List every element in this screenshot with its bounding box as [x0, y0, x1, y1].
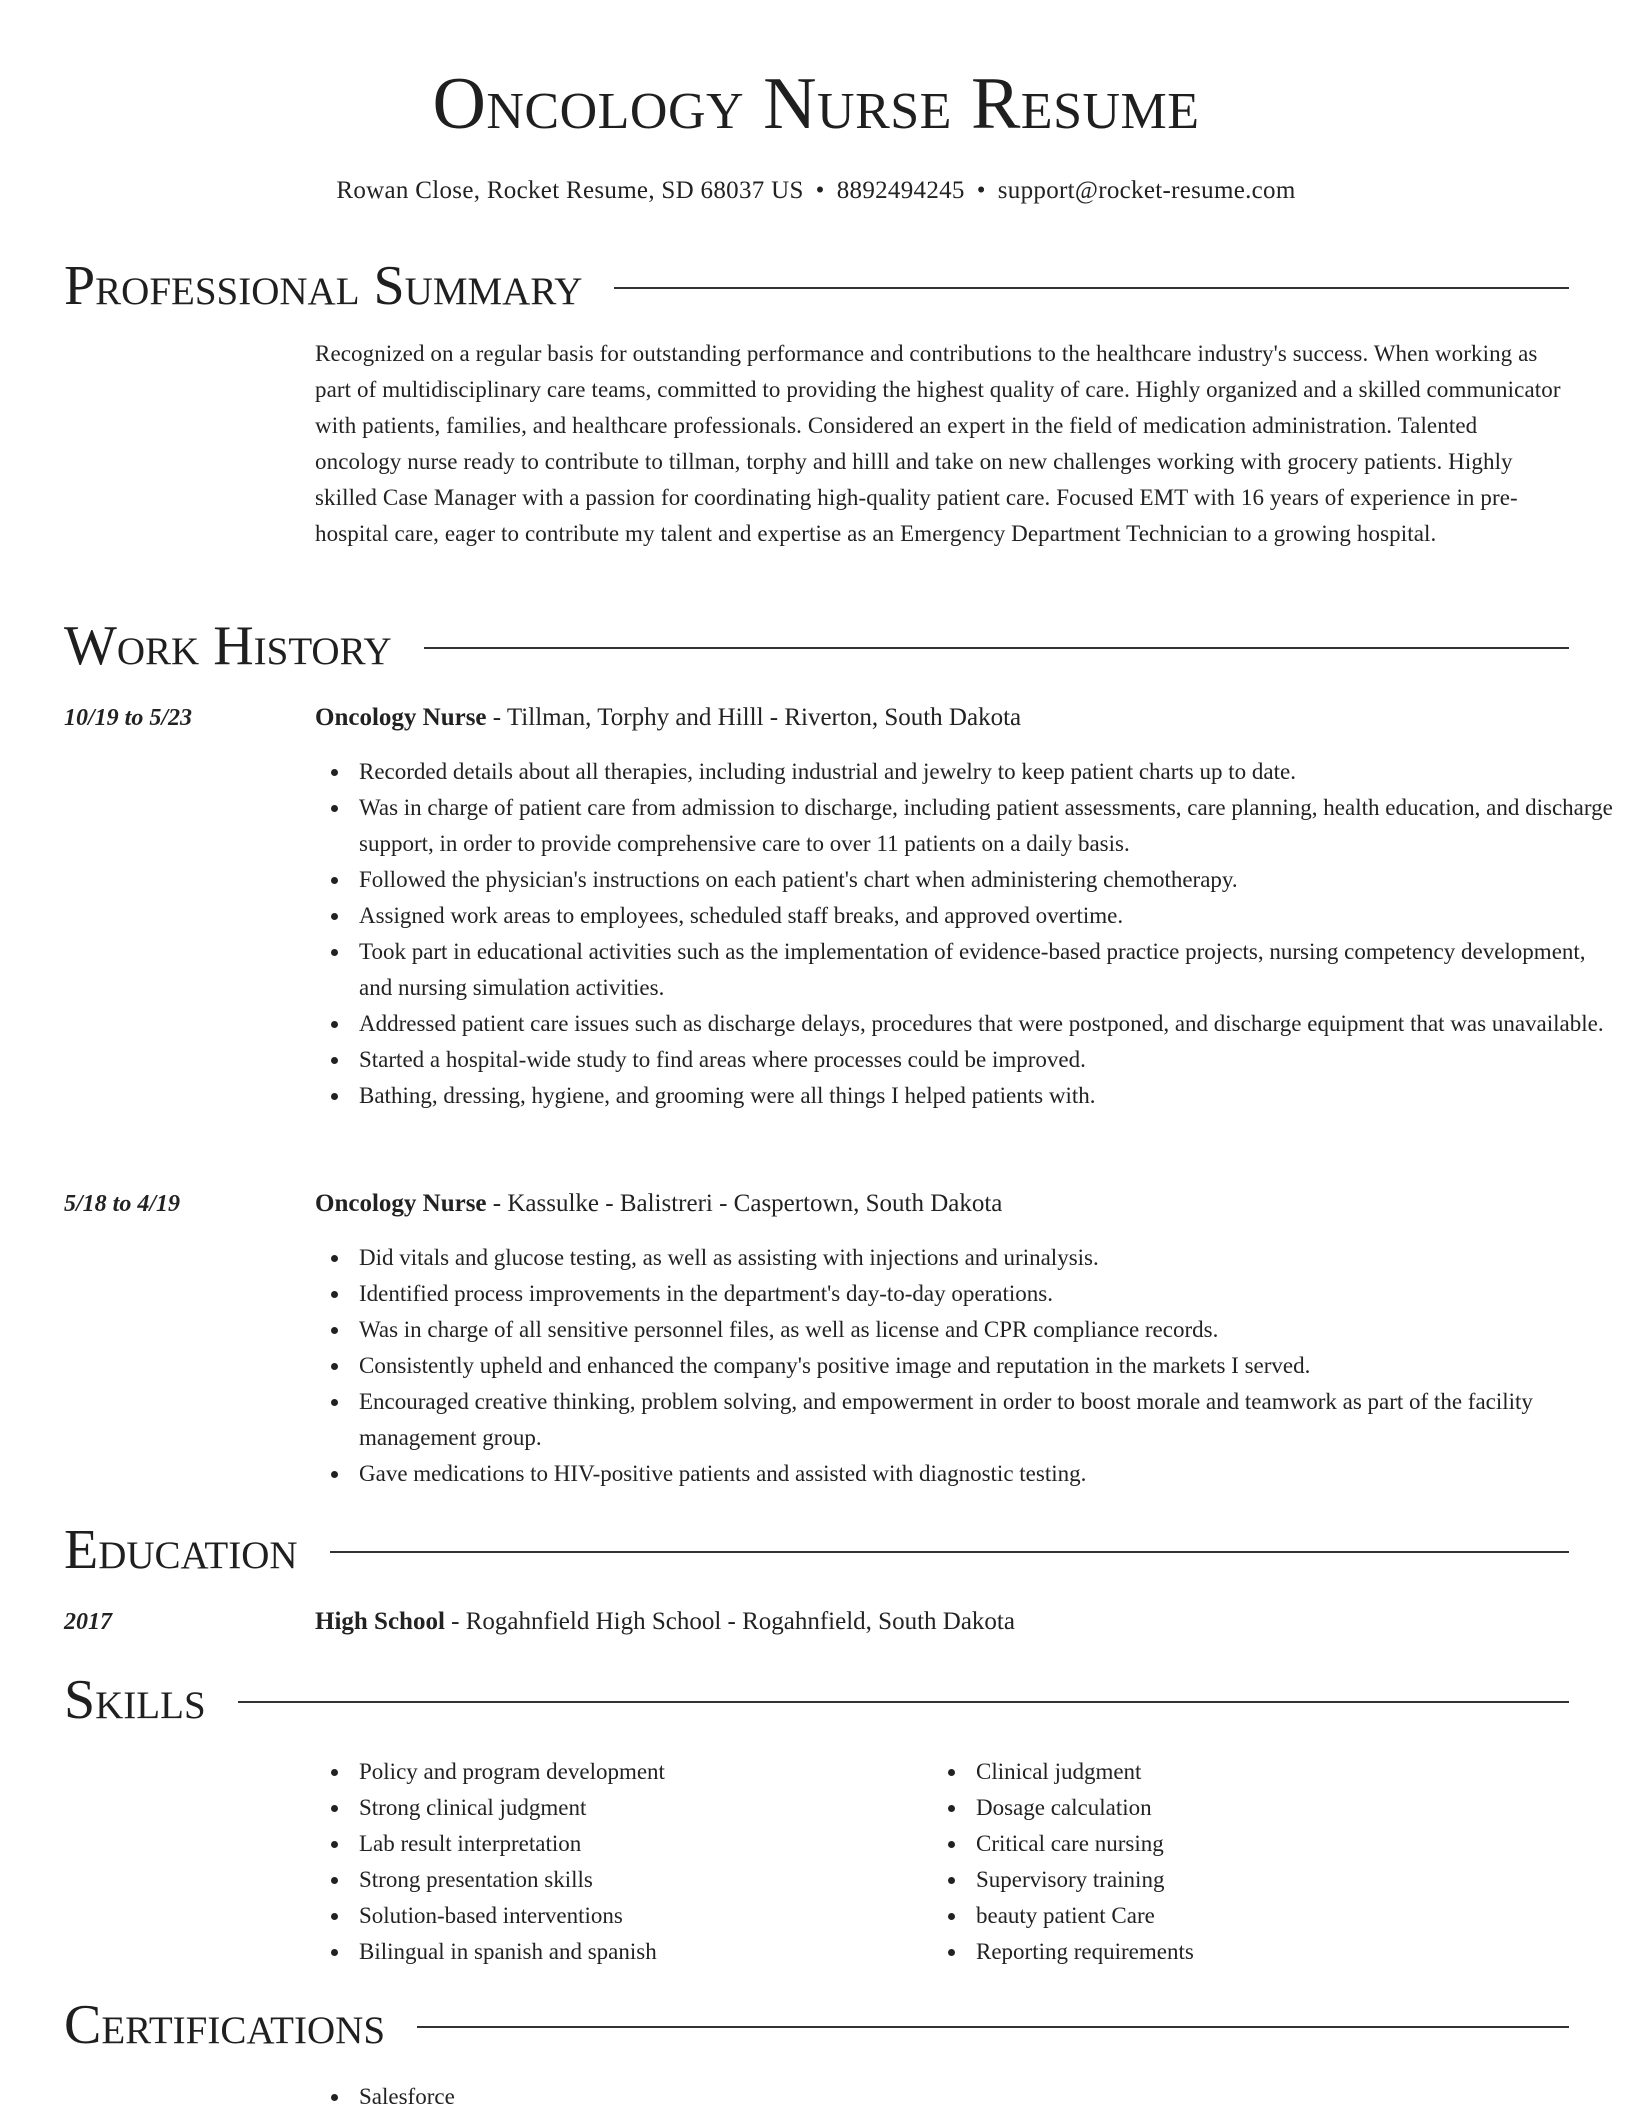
list-item: Started a hospital-wide study to find areas where processes could be improved.: [359, 1042, 1613, 1078]
resume-title: Oncology Nurse Resume: [432, 63, 1200, 145]
contact-email: support@rocket-resume.com: [997, 177, 1296, 204]
list-item: Supervisory training: [976, 1862, 1576, 1898]
skills-right-column: [932, 1754, 1576, 1970]
list-item: Encouraged creative thinking, problem solving, and empowerment in order to boost morale and teamwork as part of the facility management group.: [359, 1384, 1613, 1456]
job-dates: 5/18 to 4/19: [64, 1191, 181, 1217]
list-item: Clinical judgment: [976, 1754, 1576, 1790]
list-item: Took part in educational activities such as the implementation of evidence-based practice projects, nursing competency development, and nursing simulation activities.: [359, 934, 1613, 1006]
list-item: Strong presentation skills: [359, 1862, 919, 1898]
section-certifications-heading: [64, 1993, 1569, 2057]
section-divider: [614, 287, 1569, 289]
list-item: Strong clinical judgment: [359, 1790, 919, 1826]
job-bullets: [315, 754, 1613, 1114]
list-item: Consistently upheld and enhanced the company's positive image and reputation in the markets I served.: [359, 1348, 1613, 1384]
job-bullets: [315, 1240, 1613, 1492]
job-title: Oncology Nurse: [315, 704, 487, 731]
section-education-heading: [64, 1518, 1569, 1582]
section-heading-label: Professional Summary: [64, 255, 583, 317]
section-heading-label: Skills: [64, 1669, 206, 1731]
skills-left-column: [315, 1754, 919, 1970]
contact-address: Rowan Close, Rocket Resume, SD 68037 US: [336, 177, 804, 204]
list-item: Assigned work areas to employees, scheduled staff breaks, and approved overtime.: [359, 898, 1613, 934]
job-title: Oncology Nurse: [315, 1190, 487, 1217]
education-degree: High School: [315, 1608, 445, 1635]
list-item: Bathing, dressing, hygiene, and grooming were all things I helped patients with.: [359, 1078, 1613, 1114]
section-divider: [330, 1551, 1569, 1553]
section-summary-heading: [64, 254, 1569, 318]
list-item: Was in charge of patient care from admission to discharge, including patient assessments, care planning, health education, and discharge support, in order to provide comprehensive care to over 11 patients on a daily basis.: [359, 790, 1613, 862]
job-employer: - Kassulke - Balistreri - Caspertown, South Dakota: [486, 1190, 1003, 1217]
job-title-line: [315, 1187, 1002, 1221]
job-title-line: [315, 701, 1021, 735]
contact-line: [0, 174, 1632, 208]
job-employer: - Tillman, Torphy and Hilll - Riverton, South Dakota: [486, 704, 1022, 731]
list-item: Lab result interpretation: [359, 1826, 919, 1862]
summary-text: Recognized on a regular basis for outstanding performance and contributions to the healthcare industry's success. When working as part of multidisciplinary care teams, committed to providing the highest quality of care. Highly organized and a skilled communicator with patients, families, and healthcare professionals. Considered an expert in the field of medication administration. Talented oncology nurse ready to contribute to tillman, torphy and hilll and take on new challenges working with grocery patients. Highly skilled Case Manager with a passion for coordinating high-quality patient care. Focused EMT with 16 years of experience in pre-hospital care, eager to contribute my talent and expertise as an Emergency Department Technician to a growing hospital.: [315, 341, 1561, 546]
job-dates: 10/19 to 5/23: [64, 705, 193, 731]
section-work-heading: [64, 614, 1569, 678]
list-item: Did vitals and glucose testing, as well as assisting with injections and urinalysis.: [359, 1240, 1613, 1276]
list-item: Critical care nursing: [976, 1826, 1576, 1862]
section-divider: [417, 2026, 1569, 2028]
contact-separator: •: [976, 177, 986, 204]
education-year: 2017: [64, 1609, 112, 1635]
list-item: Solution-based interventions: [359, 1898, 919, 1934]
list-item: Was in charge of all sensitive personnel files, as well as license and CPR compliance records.: [359, 1312, 1613, 1348]
list-item: Gave medications to HIV-positive patients and assisted with diagnostic testing.: [359, 1456, 1613, 1492]
list-item: beauty patient Care: [976, 1898, 1576, 1934]
section-skills-heading: [64, 1668, 1569, 1732]
section-divider: [238, 1701, 1569, 1703]
education-school: - Rogahnfield High School - Rogahnfield, South Dakota: [444, 1608, 1015, 1635]
list-item: Dosage calculation: [976, 1790, 1576, 1826]
list-item: Salesforce: [359, 2079, 919, 2115]
education-line: [315, 1605, 1015, 1639]
section-divider: [424, 647, 1569, 649]
section-heading-label: Work History: [64, 615, 392, 677]
list-item: Identified process improvements in the department's day-to-day operations.: [359, 1276, 1613, 1312]
section-heading-label: Education: [64, 1519, 298, 1581]
list-item: Recorded details about all therapies, including industrial and jewelry to keep patient charts up to date.: [359, 754, 1613, 790]
contact-phone: 8892494245: [836, 177, 965, 204]
contact-separator: •: [815, 177, 825, 204]
list-item: Bilingual in spanish and spanish: [359, 1934, 919, 1970]
certifications-list: [315, 2079, 919, 2115]
section-heading-label: Certifications: [64, 1994, 386, 2056]
list-item: Policy and program development: [359, 1754, 919, 1790]
list-item: Reporting requirements: [976, 1934, 1576, 1970]
list-item: Addressed patient care issues such as discharge delays, procedures that were postponed, and discharge equipment that was unavailable.: [359, 1006, 1613, 1042]
list-item: Followed the physician's instructions on each patient's chart when administering chemotherapy.: [359, 862, 1613, 898]
